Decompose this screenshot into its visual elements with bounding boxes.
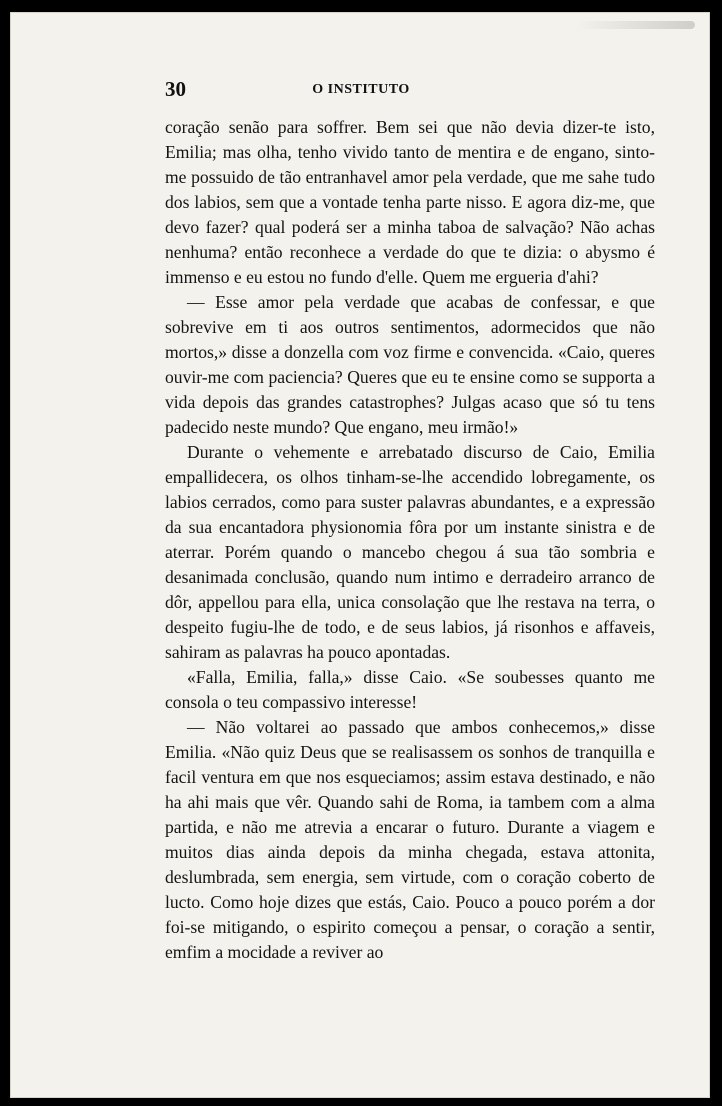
page-number: 30 xyxy=(165,77,186,101)
book-page xyxy=(10,12,710,1098)
running-title: O INSTITUTO xyxy=(312,82,410,97)
page-header xyxy=(11,77,711,107)
paragraph: — Esse amor pela verdade que acabas de confessar, e que sobrevive em ti aos outros sentimentos, adormecidos que não mortos,» disse a donzella com voz firme e convencida. «Caio, queres ouvir-me com paciencia? Queres que eu te ensine como se supporta a vida depois das grandes catastrophes? Julgas acaso que só tu tens padecido neste mundo? Que engano, meu irmão!» xyxy=(165,292,655,437)
paragraph: «Falla, Emilia, falla,» disse Caio. «Se soubesses quanto me consola o teu compassivo interesse! xyxy=(165,667,655,712)
paragraph: Durante o vehemente e arrebatado discurso de Caio, Emilia empallidecera, os olhos tinham-se-lhe accendido lobregamente, os labios cerrados, como para suster palavras abundantes, e a expressão da sua encantadora physionomia fôra por um instante sinistra e de aterrar. Porém quando o mancebo chegou á sua tão sombria e desanimada conclusão, quando num intimo e derradeiro arranco de dôr, appellou para ella, unica consolação que lhe restava na terra, o despeito fugiu-lhe de todo, e de seus labios, já risonhos e affaveis, sahiram as palavras ha pouco apontadas. xyxy=(165,442,655,662)
body-text xyxy=(165,115,655,965)
scan-artifact xyxy=(575,21,695,29)
paragraph: — Não voltarei ao passado que ambos conhecemos,» disse Emilia. «Não quiz Deus que se realisassem os sonhos de tranquilla e facil ventura em que nos esqueciamos; assim estava destinado, e não ha ahi mais que vêr. Quando sahi de Roma, ia tambem com a alma partida, e não me atrevia a encarar o futuro. Durante a viagem e muitos dias ainda depois da minha chegada, estava attonita, deslumbrada, sem energia, sem virtude, com o coração coberto de lucto. Como hoje dizes que estás, Caio. Pouco a pouco porém a dor foi-se mitigando, o espirito começou a pensar, o coração a sentir, emfim a mocidade a reviver ao xyxy=(165,717,655,962)
paragraph: coração senão para soffrer. Bem sei que não devia dizer-te isto, Emilia; mas olha, tenho vivido tanto de mentira e de engano, sinto-me possuido de tão entranhavel amor pela verdade, que me sahe tudo dos labios, sem que a vontade tenha parte nisso. E agora diz-me, que devo fazer? qual poderá ser a minha taboa de salvação? Não achas nenhuma? então reconhece a verdade do que te dizia: o abysmo é immenso e eu estou no fundo d'elle. Quem me ergueria d'ahi? xyxy=(165,117,655,287)
